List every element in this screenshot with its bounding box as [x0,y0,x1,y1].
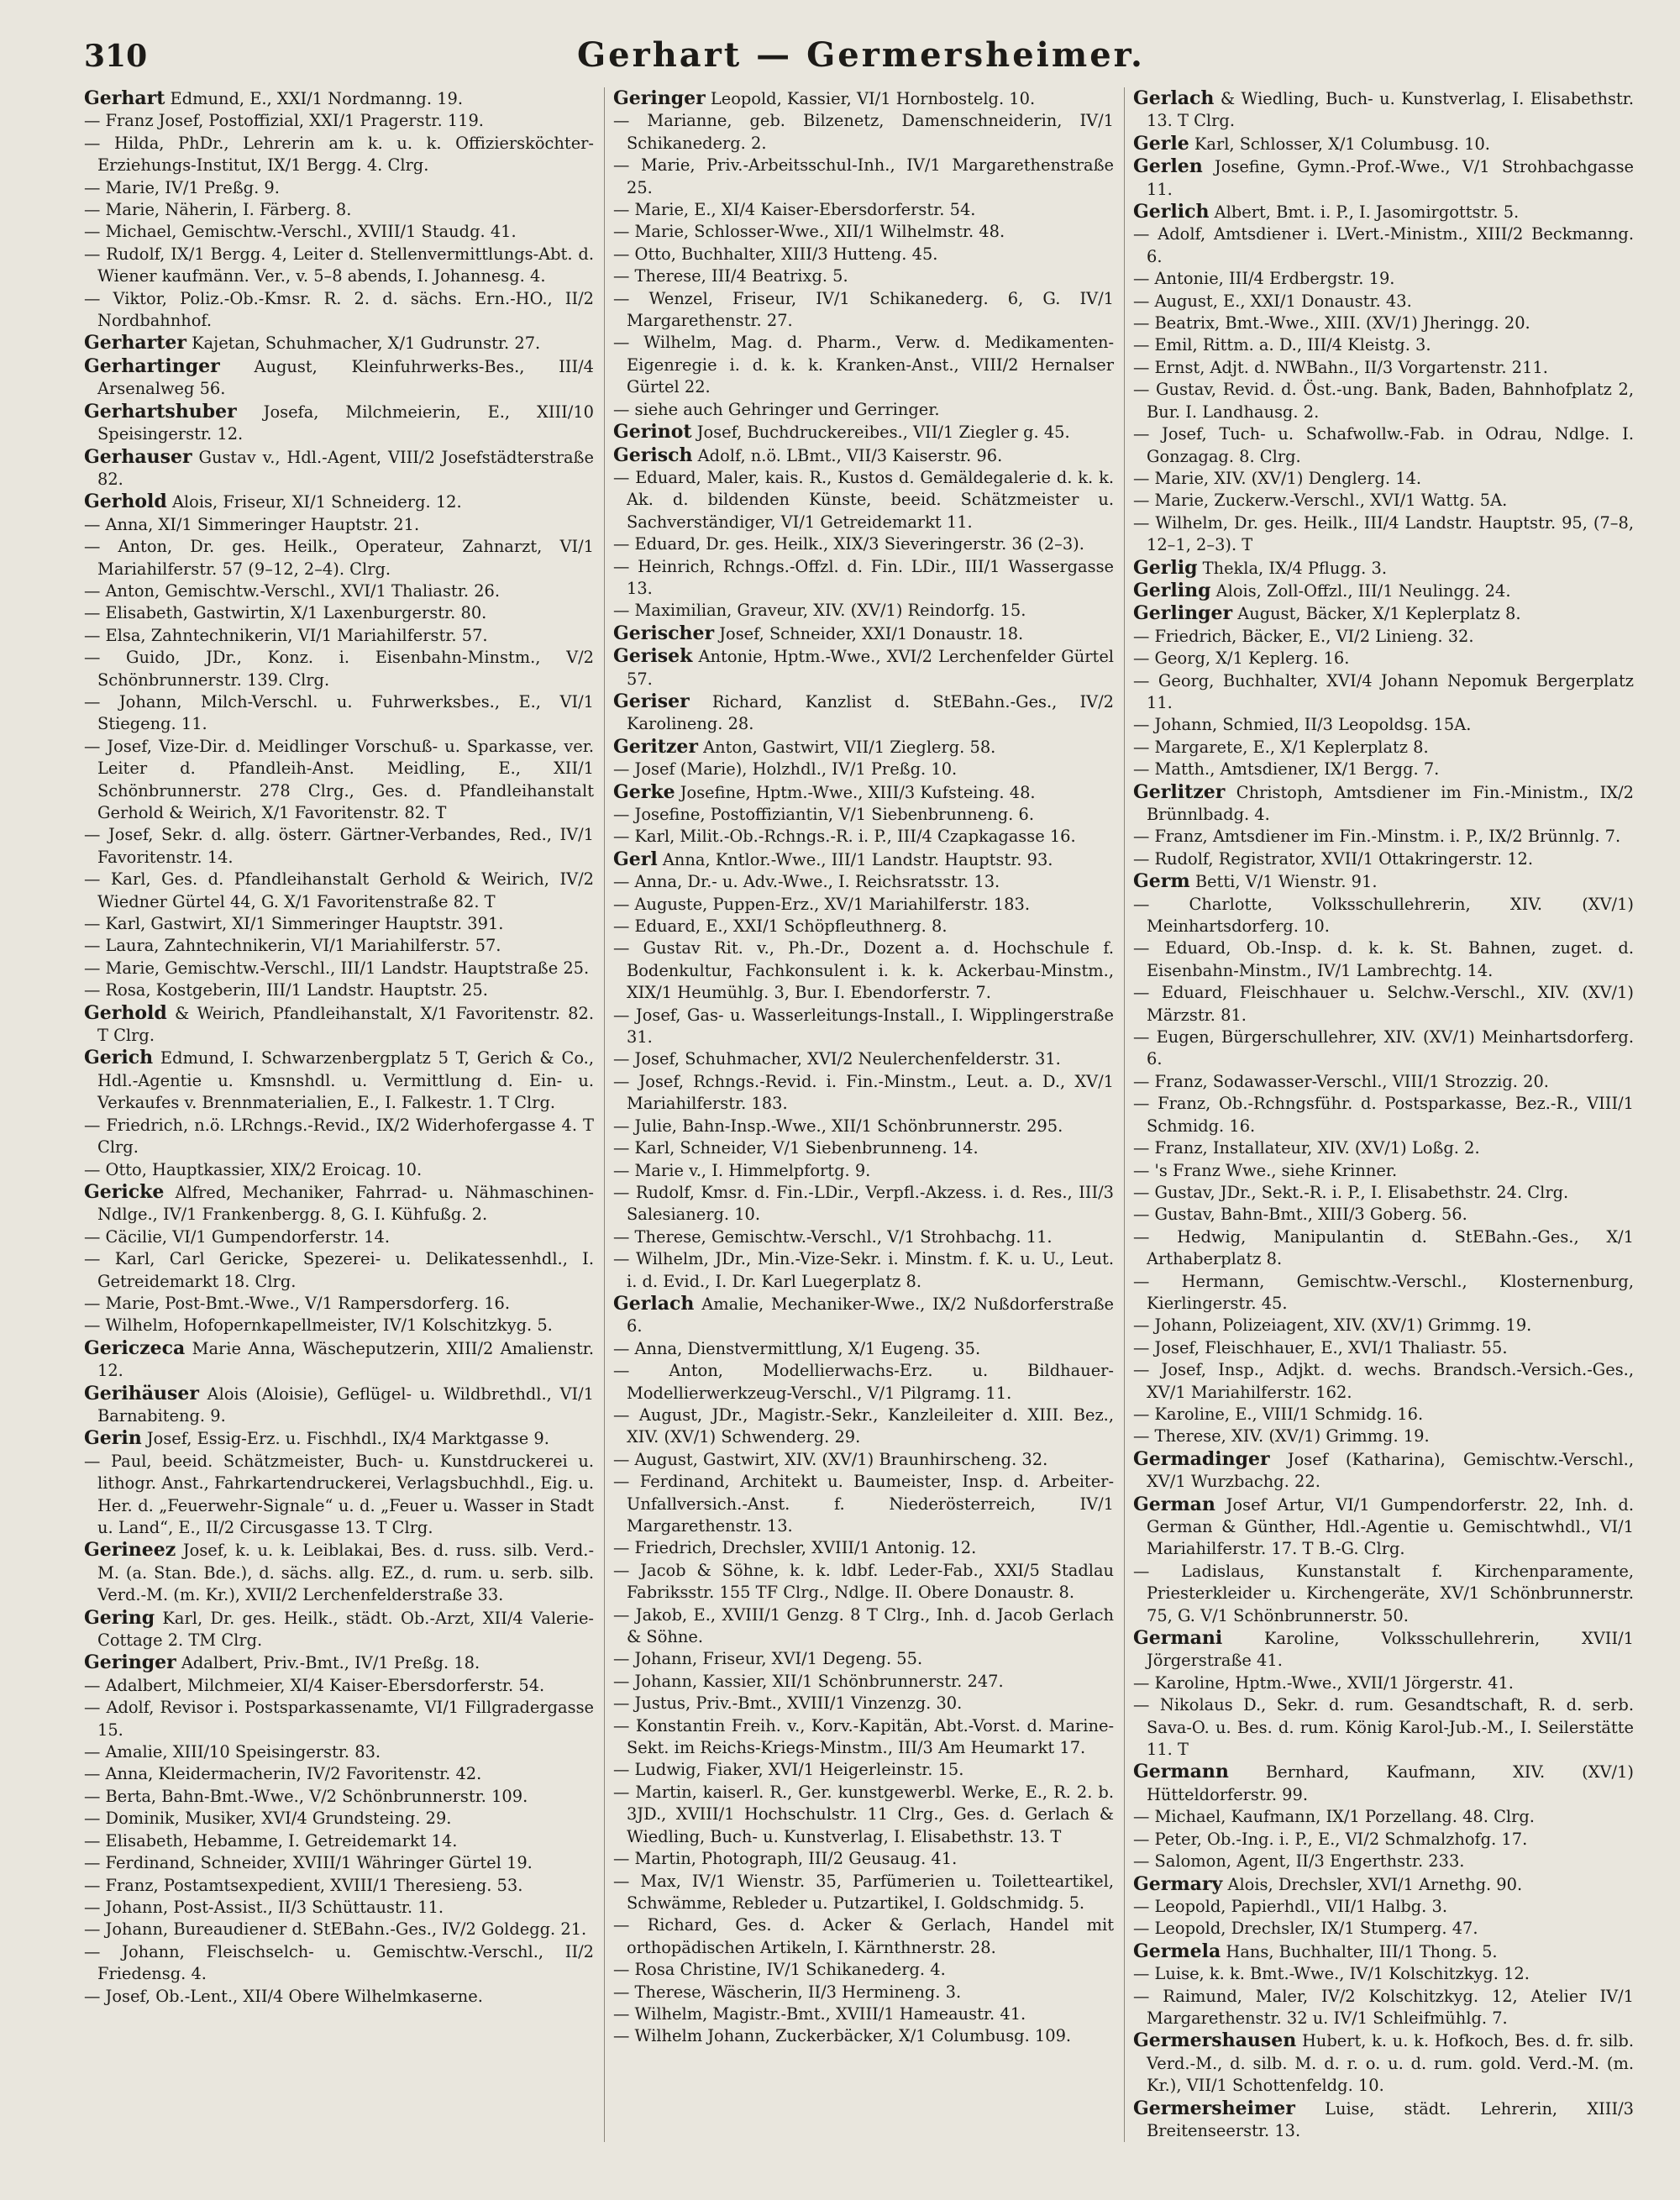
column-3 [1124,87,1634,2142]
directory-entry: — Josef, Rchngs.-Revid. i. Fin.-Minstm., Leut. a. D., XV/1 Mariahilferstr. 183. [613,1071,1114,1114]
directory-entry: — Wilhelm, Hofopernkapellmeister, IV/1 Kolschitzkyg. 5. [84,1315,553,1336]
column-2 [604,87,1114,2142]
directory-entry: Gerling Alois, Zoll-Offzl., III/1 Neulingg. 24. [1133,579,1511,601]
directory-entry: — Karl, Ges. d. Pfandleihanstalt Gerhold & Weirich, IV/2 Wiedner Gürtel 44, G. X/1 Favoritenstraße 82. T [84,869,594,911]
directory-entry: Gerhauser Gustav v., Hdl.-Agent, VIII/2 Josefstädterstraße 82. [84,445,594,489]
directory-entry: — Gustav, JDr., Sekt.-R. i. P., I. Elisabethstr. 24. Clrg. [1133,1182,1569,1202]
directory-entry: Gerharter Kajetan, Schuhmacher, X/1 Gudrunstr. 27. [84,332,541,354]
directory-entry: Germary Alois, Drechsler, XVI/1 Arnethg. 90. [1133,1872,1523,1895]
directory-entry: — Marianne, geb. Bilzenetz, Damenschneiderin, IV/1 Schikanederg. 2. [613,111,1114,153]
directory-entry: — Ernst, Adjt. d. NWBahn., II/3 Vorgartenstr. 211. [1133,357,1548,377]
directory-entry: — Ferdinand, Schneider, XVIII/1 Währinger Gürtel 19. [84,1853,533,1873]
directory-entry: — August, JDr., Magistr.-Sekr., Kanzleileiter d. XIII. Bez., XIV. (XV/1) Schwenderg. 29. [613,1405,1114,1447]
directory-entry: — Guido, JDr., Konz. i. Eisenbahn-Minstm., V/2 Schönbrunnerstr. 139. Clrg. [84,648,594,690]
directory-entry: — Anna, Dienstvermittlung, X/1 Eugeng. 35. [613,1338,981,1358]
entry-surname: Germ [1133,870,1190,893]
entry-surname: Gerlich [1133,201,1210,223]
directory-entry: — Adolf, Amtsdiener i. LVert.-Ministm., XIII/2 Beckmanng. 6. [1133,224,1634,266]
directory-entry: German Josef Artur, VI/1 Gumpendorferstr. 22, Inh. d. German & Günther, Hdl.-Agentie u. Gemischtwhdl., VI/1 Mariahilferstr. 17. T B.-G. Clrg. [1133,1493,1634,1559]
directory-entry: — Franz, Ob.-Rchngsführ. d. Postsparkasse, Bez.-R., VIII/1 Schmidg. 16. [1133,1094,1634,1136]
directory-entry: — Marie, Näherin, I. Färberg. 8. [84,200,352,220]
directory-entry: Gerlinger August, Bäcker, X/1 Keplerplatz 8. [1133,602,1521,625]
directory-entry: — Margarete, E., X/1 Keplerplatz 8. [1133,737,1429,757]
directory-entry: — Johann, Schmied, II/3 Leopoldsg. 15A. [1133,715,1472,735]
directory-entry: Gerlach & Wiedling, Buch- u. Kunstverlag, I. Elisabethstr. 13. T Clrg. [1133,87,1634,131]
entry-surname: Gerin [84,1427,142,1450]
directory-entry: Germ Betti, V/1 Wienstr. 91. [1133,870,1378,893]
directory-entry: — Luise, k. k. Bmt.-Wwe., IV/1 Kolschitzkyg. 12. [1133,1964,1530,1984]
directory-entry: — Julie, Bahn-Insp.-Wwe., XII/1 Schönbrunnerstr. 295. [613,1116,1063,1136]
directory-entry: — Adolf, Revisor i. Postsparkassenamte, VI/1 Fillgradergasse 15. [84,1698,594,1740]
directory-entry: Gerlitzer Christoph, Amtsdiener im Fin.-Ministm., IX/2 Brünnlbadg. 4. [1133,780,1634,824]
directory-entry: — Josef, Fleischhauer, E., XVI/1 Thaliastr. 55. [1133,1337,1508,1357]
directory-entry: Geritzer Anton, Gastwirt, VII/1 Zieglerg. 58. [613,735,996,758]
entry-surname: Germershausen [1133,2029,1297,2052]
directory-entry: — Nikolaus D., Sekr. d. rum. Gesandtschaft, R. d. serb. Sava-O. u. Bes. d. rum. König Karol-Jub.-M., I. Seilerstätte 11. T [1133,1695,1634,1760]
directory-entry: — Emil, Rittm. a. D., III/4 Kleistg. 3. [1133,335,1431,355]
directory-entry: — Richard, Ges. d. Acker & Gerlach, Handel mit orthopädischen Artikeln, I. Kärnthnerstr. 28. [613,1915,1114,1957]
directory-entry: Gericzeca Marie Anna, Wäscheputzerin, XIII/2 Amalienstr. 12. [84,1336,594,1381]
directory-entry: — Ladislaus, Kunstanstalt f. Kirchenparamente, Priesterkleider u. Kirchengeräte, XV/1 Schönbrunnerstr. 75, G. V/1 Schönbrunnerstr. 50. [1133,1561,1634,1625]
directory-entry: — Therese, Wäscherin, II/3 Hermineng. 3. [613,1982,962,2002]
directory-entry: Gerhold Alois, Friseur, XI/1 Schneiderg. 12. [84,491,462,513]
entry-surname: Germann [1133,1761,1229,1783]
directory-entry: — Antonie, III/4 Erdbergstr. 19. [1133,269,1395,289]
directory-entry: Gerhold & Weirich, Pfandleihanstalt, X/1 Favoritenstr. 82. T Clrg. [84,1001,594,1046]
entry-surname: Gerinot [613,421,692,444]
directory-entry: — Gustav Rit. v., Ph.-Dr., Dozent a. d. Hochschule f. Bodenkultur, Fachkonsulent i. k. k. Ackerbau-Minstm., XIX/1 Heumühlg. 3, Bur. I. Ebendorferstr. 7. [613,938,1114,1003]
directory-entry: — Ferdinand, Architekt u. Baumeister, Insp. d. Arbeiter-Unfallversich.-Anst. f. Niederösterreich, IV/1 Margarethenstr. 13. [613,1472,1114,1536]
directory-entry: — Josef, Ob.-Lent., XII/4 Obere Wilhelmkaserne. [84,1986,483,2006]
directory-entry: — Elsa, Zahntechnikerin, VI/1 Mariahilferstr. 57. [84,625,488,645]
directory-entry: — Franz, Installateur, XIV. (XV/1) Loßg. 2. [1133,1138,1480,1158]
directory-entry: — Auguste, Puppen-Erz., XV/1 Mariahilferstr. 183. [613,894,1030,914]
directory-entry: — Beatrix, Bmt.-Wwe., XIII. (XV/1) Jheringg. 20. [1133,313,1530,333]
directory-entry: — Leopold, Papierhdl., VII/1 Halbg. 3. [1133,1896,1447,1916]
directory-entry: Germela Hans, Buchhalter, III/1 Thong. 5. [1133,1940,1498,1962]
directory-entry: — Johann, Milch-Verschl. u. Fuhrwerksbes., E., VI/1 Stiegeng. 11. [84,691,594,734]
directory-entry: — Paul, beeid. Schätzmeister, Buch- u. Kunstdruckerei u. lithogr. Anst., Fahrkartendruckerei, Verlagsbuchhdl., Eig. u. Her. d. „Feuerwehr-Signale“ u. d. „Feuer u. Wasser in Stadt u. Land“, E., II/2 Circusgasse 13. T Clrg. [84,1451,594,1537]
directory-entry: Germershausen Hubert, k. u. k. Hofkoch, Bes. d. fr. silb. Verd.-M., d. silb. M. d. r. o. u. d. rum. gold. Verd.-M. (m. Kr.), VII/1 Schottenfeldg. 10. [1133,2029,1634,2096]
directory-entry: — Michael, Gemischtw.-Verschl., XVIII/1 Staudg. 41. [84,222,517,242]
directory-entry: — Elisabeth, Gastwirtin, X/1 Laxenburgerstr. 80. [84,603,487,623]
directory-entry: — Eugen, Bürgerschullehrer, XIV. (XV/1) Meinhartsdorferg. 6. [1133,1027,1634,1069]
directory-entry: — Josef (Marie), Holzhdl., IV/1 Preßg. 10. [613,759,958,780]
directory-entry: Gerlig Thekla, IX/4 Pflugg. 3. [1133,556,1388,579]
directory-entry: — Wilhelm, Dr. ges. Heilk., III/4 Landstr. Hauptstr. 95, (7–8, 12–1, 2–3). T [1133,512,1634,555]
directory-entry: — Martin, kaiserl. R., Ger. kunstgewerbl. Werke, E., R. 2. b. 3JD., XVIII/1 Hochschulstr. 11 Clrg., Ges. d. Gerlach & Wiedling, Buch- u. Kunstverlag, I. Elisabethstr. 13. T [613,1782,1114,1846]
directory-entry: Gerhart Edmund, E., XXI/1 Nordmanng. 19. [84,87,463,109]
directory-entry: — Matth., Amtsdiener, IX/1 Bergg. 7. [1133,759,1440,780]
entry-surname: Gerhold [84,491,167,513]
directory-entry: Germani Karoline, Volksschullehrerin, XVII/1 Jörgerstraße 41. [1133,1627,1634,1671]
directory-entry: — Josefine, Postoffiziantin, V/1 Siebenbrunneng. 6. [613,805,1034,824]
directory-entry: Gericke Alfred, Mechaniker, Fahrrad- u. Nähmaschinen-Ndlge., IV/1 Frankenbergg. 8, G. I. Kühfußg. 2. [84,1180,594,1225]
directory-entry: — Marie, Gemischtw.-Verschl., III/1 Landstr. Hauptstraße 25. [84,958,590,978]
directory-entry: — Johann, Friseur, XVI/1 Degeng. 55. [613,1649,923,1669]
directory-entry: — Franz, Amtsdiener im Fin.-Minstm. i. P., IX/2 Brünnlg. 7. [1133,827,1621,847]
entry-surname: Germersheimer [1133,2097,1295,2119]
directory-entry: — Cäcilie, VI/1 Gumpendorferstr. 14. [84,1226,390,1247]
directory-entry: Gerl Anna, Kntlor.-Wwe., III/1 Landstr. Hauptstr. 93. [613,848,1053,870]
directory-entry: — Anna, XI/1 Simmeringer Hauptstr. 21. [84,514,420,534]
page-title: Gerhart — Germersheimer. [577,35,1145,75]
directory-entry: Gerlach Amalie, Mechaniker-Wwe., IX/2 Nußdorferstraße 6. [613,1292,1114,1336]
directory-entry: — Anton, Modellierwachs-Erz. u. Bildhauer-Modellierwerkzeug-Verschl., V/1 Pilgramg. 11. [613,1361,1114,1403]
entry-surname: Gerharter [84,332,186,354]
directory-entry: — Max, IV/1 Wienstr. 35, Parfümerien u. Toiletteartikel, Schwämme, Rebleder u. Putzartikel, I. Goldschmidg. 5. [613,1871,1114,1913]
directory-entry: — Peter, Ob.-Ing. i. P., E., VI/2 Schmalzhofg. 17. [1133,1829,1528,1849]
directory-entry: — Marie v., I. Himmelpfortg. 9. [613,1160,871,1180]
entry-surname: Gerihäuser [84,1382,199,1405]
entry-surname: Gerling [1133,579,1211,601]
directory-entry: — Ludwig, Fiaker, XVI/1 Heigerleinstr. 15. [613,1760,964,1780]
entry-surname: Gerl [613,848,658,870]
directory-entry: — Marie, Zuckerw.-Verschl., XVI/1 Wattg. 5A. [1133,491,1508,511]
entry-surname: Gerlig [1133,556,1198,579]
entry-surname: Gerlen [1133,155,1203,178]
directory-entry: — Amalie, XIII/10 Speisingerstr. 83. [84,1742,381,1762]
directory-entry: — Josef, Tuch- u. Schafwollw.-Fab. in Odrau, Ndlge. I. Gonzagag. 8. Clrg. [1133,424,1634,466]
directory-entry: — siehe auch Gehringer und Gerringer. [613,399,940,419]
page-header [84,34,1638,87]
directory-entry: — Otto, Hauptkassier, XIX/2 Eroicag. 10. [84,1159,423,1179]
directory-entry: — Johann, Kassier, XII/1 Schönbrunnerstr. 247. [613,1671,1004,1691]
directory-entry: — Franz, Sodawasser-Verschl., VIII/1 Strozzig. 20. [1133,1071,1549,1091]
directory-entry: — Rosa, Kostgeberin, III/1 Landstr. Hauptstr. 25. [84,980,488,1000]
directory-entry: — Leopold, Drechsler, IX/1 Stumperg. 47. [1133,1919,1478,1939]
directory-entry: Geringer Leopold, Kassier, VI/1 Hornbostelg. 10. [613,87,1036,109]
directory-entry: — Georg, X/1 Keplerg. 16. [1133,648,1350,669]
directory-entry: — August, E., XXI/1 Donaustr. 43. [1133,291,1412,311]
directory-entry: — Gustav, Revid. d. Öst.-ung. Bank, Baden, Bahnhofplatz 2, Bur. I. Landhausg. 2. [1133,380,1634,422]
directory-entry: — Charlotte, Volksschullehrerin, XIV. (XV/1) Meinhartsdorferg. 10. [1133,894,1634,937]
directory-entry: — Viktor, Poliz.-Ob.-Kmsr. R. 2. d. sächs. Ern.-HO., II/2 Nordbahnhof. [84,288,594,331]
directory-entry: Gerhartinger August, Kleinfuhrwerks-Bes., III/4 Arsenalweg 56. [84,354,594,399]
directory-entry: Gerineez Josef, k. u. k. Leiblakai, Bes. d. russ. silb. Verd.-M. (a. Stan. Bde.), d. sächs. allg. EZ., d. rum. u. serb. silb. Verd.-M. (m. Kr.), XVII/2 Lerchenfelderstraße 33. [84,1539,594,1605]
directory-entry: Germadinger Josef (Katharina), Gemischtw.-Verschl., XV/1 Wurzbachg. 22. [1133,1447,1634,1492]
directory-entry: — Josef, Sekr. d. allg. österr. Gärtner-Verbandes, Red., IV/1 Favoritenstr. 14. [84,825,594,867]
directory-entry: — Marie, Schlosser-Wwe., XII/1 Wilhelmstr. 48. [613,222,1005,242]
directory-entry: Gerhartshuber Josefa, Milchmeierin, E., XIII/10 Speisingerstr. 12. [84,400,594,444]
directory-entry: — Josef, Schuhmacher, XVI/2 Neulerchenfelderstr. 31. [613,1049,1061,1069]
directory-entry: — Anna, Dr.- u. Adv.-Wwe., I. Reichsratsstr. 13. [613,872,1000,892]
directory-entry: Gerisch Adolf, n.ö. LBmt., VII/3 Kaiserstr. 96. [613,444,1003,466]
directory-entry: — Georg, Buchhalter, XVI/4 Johann Nepomuk Bergerplatz 11. [1133,670,1634,712]
directory-entry: — Therese, III/4 Beatrixg. 5. [613,266,848,286]
directory-entry: — Raimund, Maler, IV/2 Kolschitzkyg. 12, Atelier IV/1 Margarethenstr. 32 u. IV/1 Schleifmühlg. 7. [1133,1986,1634,2028]
directory-entry: — Wilhelm, Mag. d. Pharm., Verw. d. Medikamenten-Eigenregie i. d. k. k. Kranken-Anst., VIII/2 Hernalser Gürtel 22. [613,333,1114,397]
directory-entry: — Maximilian, Graveur, XIV. (XV/1) Reindorfg. 15. [613,601,1026,621]
directory-entry: Geriser Richard, Kanzlist d. StEBahn.-Ges., IV/2 Karolineng. 28. [613,690,1114,734]
directory-entry: Gerich Edmund, I. Schwarzenbergplatz 5 T, Gerich & Co., Hdl.-Agentie u. Kmsnshdl. u. Vermittlung d. Ein- u. Verkaufes v. Brennmaterialien, E., I. Falkestr. 1. T Clrg. [84,1047,594,1113]
entry-surname: Gericke [84,1180,165,1203]
directory-entry: — Marie, E., XI/4 Kaiser-Ebersdorferstr. 54. [613,200,976,220]
directory-entry: — Dominik, Musiker, XVI/4 Grundsteing. 29. [84,1809,452,1829]
directory-entry: — Johann, Fleischselch- u. Gemischtw.-Verschl., II/2 Friedensg. 4. [84,1941,594,1984]
directory-entry: — Martin, Photograph, III/2 Geusaug. 41. [613,1849,958,1869]
column-1 [84,87,594,2142]
directory-entry: Gering Karl, Dr. ges. Heilk., städt. Ob.-Arzt, XII/4 Valerie-Cottage 2. TM Clrg. [84,1606,594,1651]
entry-surname: Gerhartshuber [84,400,237,423]
columns [84,87,1638,2142]
directory-entry: Gerischer Josef, Schneider, XXI/1 Donaustr. 18. [613,622,1024,644]
directory-entry: — Gustav, Bahn-Bmt., XIII/3 Goberg. 56. [1133,1205,1467,1225]
directory-entry: — Josef, Gas- u. Wasserleitungs-Install., I. Wipplingerstraße 31. [613,1005,1114,1047]
directory-entry: — Marie, Priv.-Arbeitsschul-Inh., IV/1 Margarethenstraße 25. [613,155,1114,197]
entry-surname: Gerlach [1133,87,1215,109]
directory-entry: — Michael, Kaufmann, IX/1 Porzellang. 48. Clrg. [1133,1807,1535,1827]
entry-surname: Gerlinger [1133,602,1233,625]
entry-surname: Gerhart [84,87,165,109]
directory-entry: — Karl, Carl Gericke, Spezerei- u. Delikatessenhdl., I. Getreidemarkt 18. Clrg. [84,1249,594,1291]
directory-entry: — Rudolf, Registrator, XVII/1 Ottakringerstr. 12. [1133,848,1534,869]
directory-entry: — Karl, Gastwirt, XI/1 Simmeringer Hauptstr. 391. [84,914,504,934]
directory-entry: — Hilda, PhDr., Lehrerin am k. u. k. Offiziersköchter-Erziehungs-Institut, IX/1 Bergg. 4. Clrg. [84,133,594,176]
directory-entry: Gerlich Albert, Bmt. i. P., I. Jasomirgottstr. 5. [1133,201,1520,223]
directory-entry: Gerisek Antonie, Hptm.-Wwe., XVI/2 Lerchenfelder Gürtel 57. [613,645,1114,689]
directory-entry: — Wilhelm, JDr., Min.-Vize-Sekr. i. Minstm. f. K. u. U., Leut. i. d. Evid., I. Dr. Karl Luegerplatz 8. [613,1249,1114,1291]
directory-entry: — Friedrich, n.ö. LRchngs.-Revid., IX/2 Widerhofergasse 4. T Clrg. [84,1115,594,1158]
directory-entry: — Marie, XIV. (XV/1) Denglerg. 14. [1133,468,1422,488]
page-number: 310 [84,39,148,74]
directory-entry: — Friedrich, Bäcker, E., VI/2 Linieng. 32. [1133,626,1474,646]
entry-surname: Germela [1133,1940,1221,1962]
directory-entry: — Wilhelm Johann, Zuckerbäcker, X/1 Columbusg. 109. [613,2026,1072,2046]
directory-entry: — Johann, Post-Assist., II/3 Schüttaustr. 11. [84,1897,444,1917]
directory-entry: — Otto, Buchhalter, XIII/3 Hutteng. 45. [613,244,938,264]
directory-entry: Gerihäuser Alois (Aloisie), Geflügel- u. Wildbrethdl., VI/1 Barnabiteng. 9. [84,1382,594,1426]
entry-surname: Gerisch [613,444,693,466]
directory-entry: Germann Bernhard, Kaufmann, XIV. (XV/1) Hütteldorferstr. 99. [1133,1761,1634,1804]
directory-entry: Gerinot Josef, Buchdruckereibes., VII/1 Ziegler g. 45. [613,421,1070,444]
directory-entry: — Hermann, Gemischtw.-Verschl., Klosternenburg, Kierlingerstr. 45. [1133,1271,1634,1313]
directory-entry: — Karl, Schneider, V/1 Siebenbrunneng. 14. [613,1138,979,1158]
directory-entry: — Karoline, Hptm.-Wwe., XVII/1 Jörgerstr. 41. [1133,1672,1514,1693]
directory-entry: — Franz Josef, Postoffizial, XXI/1 Pragerstr. 119. [84,111,484,131]
directory-entry: — Wenzel, Friseur, IV/1 Schikanederg. 6, G. IV/1 Margarethenstr. 27. [613,288,1114,331]
directory-entry: — Marie, IV/1 Preßg. 9. [84,177,280,197]
directory-entry: — Anton, Dr. ges. Heilk., Operateur, Zahnarzt, VI/1 Mariahilferstr. 57 (9–12, 2–4). Clrg. [84,537,594,579]
directory-entry: Gerke Josefine, Hptm.-Wwe., XIII/3 Kufsteing. 48. [613,780,1036,803]
directory-entry: — Berta, Bahn-Bmt.-Wwe., V/2 Schönbrunnerstr. 109. [84,1786,528,1806]
entry-surname: Gerle [1133,132,1189,155]
directory-entry: Gerle Karl, Schlosser, X/1 Columbusg. 10. [1133,132,1490,155]
entry-surname: Gerineez [84,1539,176,1562]
entry-surname: German [1133,1493,1215,1515]
entry-surname: Gericzeca [84,1336,186,1359]
entry-surname: Geritzer [613,735,698,758]
directory-entry: — Konstantin Freih. v., Korv.-Kapitän, Abt.-Vorst. d. Marine-Sekt. im Reichs-Kriegs-Minstm., III/3 Am Heumarkt 17. [613,1715,1114,1758]
directory-entry: — Rudolf, IX/1 Bergg. 4, Leiter d. Stellenvermittlungs-Abt. d. Wiener kaufmänn. Ver., v. 5–8 abends, I. Johannesg. 4. [84,244,594,286]
entry-surname: Gering [84,1606,155,1629]
entry-surname: Germadinger [1133,1447,1270,1470]
directory-entry: Germersheimer Luise, städt. Lehrerin, XIII/3 Breitenseerstr. 13. [1133,2097,1634,2140]
directory-entry: — Josef, Vize-Dir. d. Meidlinger Vorschuß- u. Sparkasse, ver. Leiter d. Pfandleih-Anst. Meidling, E., XII/1 Schönbrunnerstr. 278 Clrg., Ges. d. Pfandleihanstalt Gerhold & Weirich, X/1 Favoritenstr. 82. T [84,736,594,822]
directory-entry: — Johann, Polizeiagent, XIV. (XV/1) Grimmg. 19. [1133,1315,1532,1336]
entry-surname: Gerhold [84,1001,167,1024]
directory-entry: — Eduard, Ob.-Insp. d. k. k. St. Bahnen, zuget. d. Eisenbahn-Minstm., IV/1 Lambrechtg. 14. [1133,938,1634,980]
directory-entry: — Friedrich, Drechsler, XVIII/1 Antonig. 12. [613,1538,977,1558]
directory-entry: — Eduard, Fleischhauer u. Selchw.-Verschl., XIV. (XV/1) Märzstr. 81. [1133,983,1634,1025]
directory-entry: — Elisabeth, Hebamme, I. Getreidemarkt 14. [84,1830,458,1851]
directory-entry: — Rosa Christine, IV/1 Schikanederg. 4. [613,1960,946,1980]
directory-entry: — Wilhelm, Magistr.-Bmt., XVIII/1 Hameaustr. 41. [613,2003,1026,2024]
entry-surname: Germani [1133,1627,1223,1650]
directory-entry: — Heinrich, Rchngs.-Offzl. d. Fin. LDir., III/1 Wassergasse 13. [613,556,1114,598]
directory-entry: — 's Franz Wwe., siehe Krinner. [1133,1160,1398,1180]
directory-entry: — Anton, Gemischtw.-Verschl., XVI/1 Thaliastr. 26. [84,580,501,601]
entry-surname: Geringer [84,1651,176,1674]
directory-entry: Gerin Josef, Essig-Erz. u. Fischhdl., IX/4 Marktgasse 9. [84,1427,549,1450]
directory-entry: — Karl, Milit.-Ob.-Rchngs.-R. i. P., III/4 Czapkagasse 16. [613,827,1076,847]
directory-entry: — Eduard, Maler, kais. R., Kustos d. Gemäldegalerie d. k. k. Ak. d. bildenden Künste, beeid. Schätzmeister u. Sachverständiger, VI/1 Getreidemarkt 11. [613,467,1114,532]
directory-entry: — Jakob, E., XVIII/1 Genzg. 8 T Clrg., Inh. d. Jacob Gerlach & Söhne. [613,1604,1114,1647]
directory-entry: — Eduard, E., XXI/1 Schöpfleuthnerg. 8. [613,916,948,937]
directory-entry: Geringer Adalbert, Priv.-Bmt., IV/1 Preßg. 18. [84,1651,480,1674]
directory-entry: — Anna, Kleidermacherin, IV/2 Favoritenstr. 42. [84,1764,482,1784]
entry-surname: Gerhauser [84,445,192,468]
entry-surname: Geriser [613,690,690,712]
entry-surname: Gerlitzer [1133,780,1226,803]
directory-entry: — Rudolf, Kmsr. d. Fin.-LDir., Verpfl.-Akzess. i. d. Res., III/3 Salesianerg. 10. [613,1182,1114,1225]
entry-surname: Gerhartinger [84,354,220,377]
entry-surname: Gerich [84,1047,154,1069]
directory-entry: — Adalbert, Milchmeier, XI/4 Kaiser-Ebersdorferstr. 54. [84,1675,545,1695]
directory-entry: — Franz, Postamtsexpedient, XVIII/1 Theresieng. 53. [84,1875,523,1895]
directory-entry: — Hedwig, Manipulantin d. StEBahn.-Ges., X/1 Arthaberplatz 8. [1133,1226,1634,1269]
directory-entry: — Johann, Bureaudiener d. StEBahn.-Ges., IV/2 Goldegg. 21. [84,1919,587,1940]
directory-entry: Gerlen Josefine, Gymn.-Prof.-Wwe., V/1 Strohbachgasse 11. [1133,155,1634,199]
directory-entry: — Marie, Post-Bmt.-Wwe., V/1 Rampersdorferg. 16. [84,1293,511,1313]
directory-entry: — Salomon, Agent, II/3 Engerthstr. 233. [1133,1851,1465,1872]
entry-surname: Gerlach [613,1292,695,1315]
entry-surname: Gerischer [613,622,715,644]
entry-surname: Gerisek [613,645,693,668]
directory-entry: — Laura, Zahntechnikerin, VI/1 Mariahilferstr. 57. [84,936,501,956]
directory-entry: — August, Gastwirt, XIV. (XV/1) Braunhirscheng. 32. [613,1449,1048,1469]
directory-entry: — Jacob & Söhne, k. k. ldbf. Leder-Fab., XXI/5 Stadlau Fabriksstr. 155 TF Clrg., Ndlge. II. Obere Donaustr. 8. [613,1560,1114,1603]
entry-surname: Geringer [613,87,706,109]
directory-entry: — Josef, Insp., Adjkt. d. wechs. Brandsch.-Versich.-Ges., XV/1 Mariahilferstr. 162. [1133,1360,1634,1402]
entry-surname: Gerke [613,780,675,803]
directory-entry: — Eduard, Dr. ges. Heilk., XIX/3 Sieveringerstr. 36 (2–3). [613,534,1084,554]
directory-entry: — Karoline, E., VIII/1 Schmidg. 16. [1133,1404,1424,1424]
entry-surname: Germary [1133,1872,1223,1895]
directory-entry: — Justus, Priv.-Bmt., XVIII/1 Vinzenzg. 30. [613,1693,963,1714]
directory-entry: — Therese, Gemischtw.-Verschl., V/1 Strohbachg. 11. [613,1226,1053,1247]
directory-entry: — Therese, XIV. (XV/1) Grimmg. 19. [1133,1426,1430,1447]
